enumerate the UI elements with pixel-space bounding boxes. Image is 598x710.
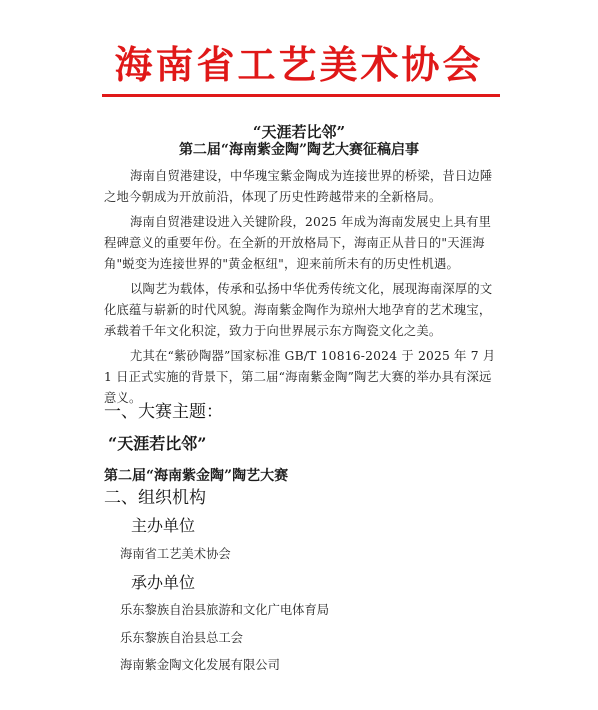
notice-title-slogan: “天涯若比邻” xyxy=(252,123,346,141)
section-heading-theme: 一、大赛主题： xyxy=(104,402,223,422)
paragraph-4: 尤其在“紫砂陶器”国家标准 GB/T 10816-2024 于 2025 年 7 月 1 日正式实施的背景下，第二届“海南紫金陶”陶艺大赛的举办具有深远意义。 xyxy=(104,349,496,405)
organizer-item: 乐东黎族自治县旅游和文化广电体育局 xyxy=(120,603,330,617)
host-label: 主办单位 xyxy=(131,516,196,535)
paragraph-3: 以陶艺为载体，传承和弘扬中华优秀传统文化，展现海南深厚的文化底蕴与崭新的时代风貌。海南紫金陶作为琼州大地孕育的艺术瑰宝，承载着千年文化积淀，致力于向世界展示东方陶瓷文化之美。 xyxy=(104,282,493,338)
letterhead-org-name: 海南省工艺美术协会 xyxy=(114,42,484,87)
event-name: 第二届“海南紫金陶”陶艺大赛 xyxy=(104,468,289,484)
paragraph-1: 海南自贸港建设，中华瑰宝紫金陶成为连接世界的桥梁，昔日边陲之地今朝成为开放前沿，体现了历史性跨越带来的全新格局。 xyxy=(104,169,493,204)
organizer-label: 承办单位 xyxy=(131,573,196,592)
letterhead-red-rule xyxy=(102,94,500,97)
theme-slogan: “天涯若比邻” xyxy=(108,434,207,453)
organizer-item: 海南紫金陶文化发展有限公司 xyxy=(120,658,280,672)
paragraph-2: 海南自贸港建设进入关键阶段，2025 年成为海南发展史上具有里程碑意义的重要年份。在全新的开放格局下，海南正从昔日的"天涯海角"蜕变为连接世界的"黄金枢纽"，迎来前所未有的历史性机遇。 xyxy=(104,215,492,271)
section-heading-organization: 二、组织机构 xyxy=(104,488,206,508)
notice-title-main: 第二届“海南紫金陶”陶艺大赛征稿启事 xyxy=(178,142,420,158)
host-org: 海南省工艺美术协会 xyxy=(120,547,231,561)
organizer-item: 乐东黎族自治县总工会 xyxy=(120,631,243,645)
